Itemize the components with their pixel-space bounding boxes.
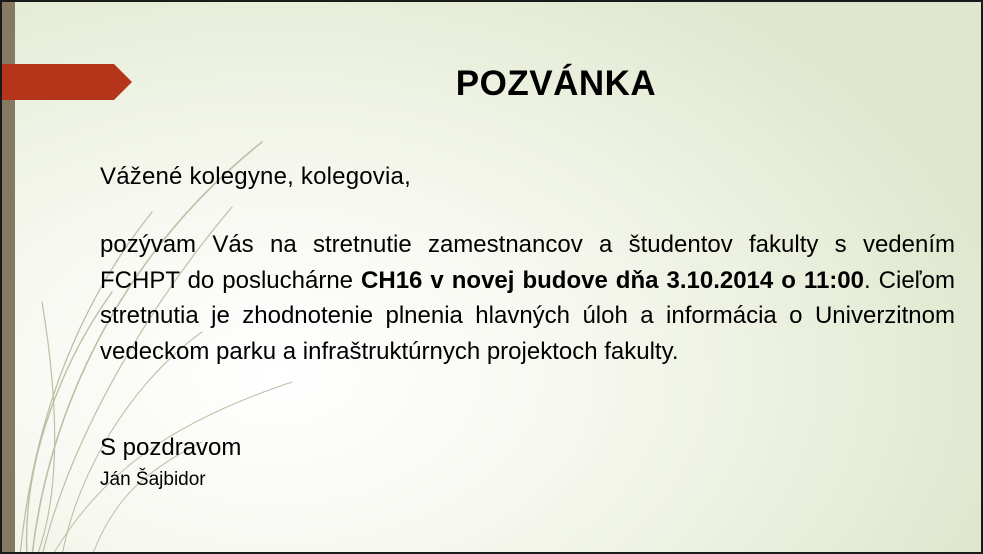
- slide-title: POZVÁNKA: [455, 64, 657, 103]
- greeting-text: Vážené kolegyne, kolegovia,: [100, 163, 411, 190]
- signature-name: Ján Šajbidor: [100, 469, 206, 490]
- body-bold-location-date: CH16 v novej budove dňa 3.10.2014 o 11:00: [361, 266, 864, 294]
- body-text-part-1: pozývam Vás na stretnutie zamestnancov a študentov fakulty s vedením FCHPT do posluchárne: [100, 231, 955, 294]
- invitation-body: [100, 227, 955, 369]
- closing-text: S pozdravom: [100, 434, 242, 461]
- body-text-part-2: . Cieľom stretnutia je zhodnotenie plnenia hlavných úloh a informácia o Univerzitnom vedeckom parku a infraštruktúrnych projektoch fakulty.: [100, 266, 956, 365]
